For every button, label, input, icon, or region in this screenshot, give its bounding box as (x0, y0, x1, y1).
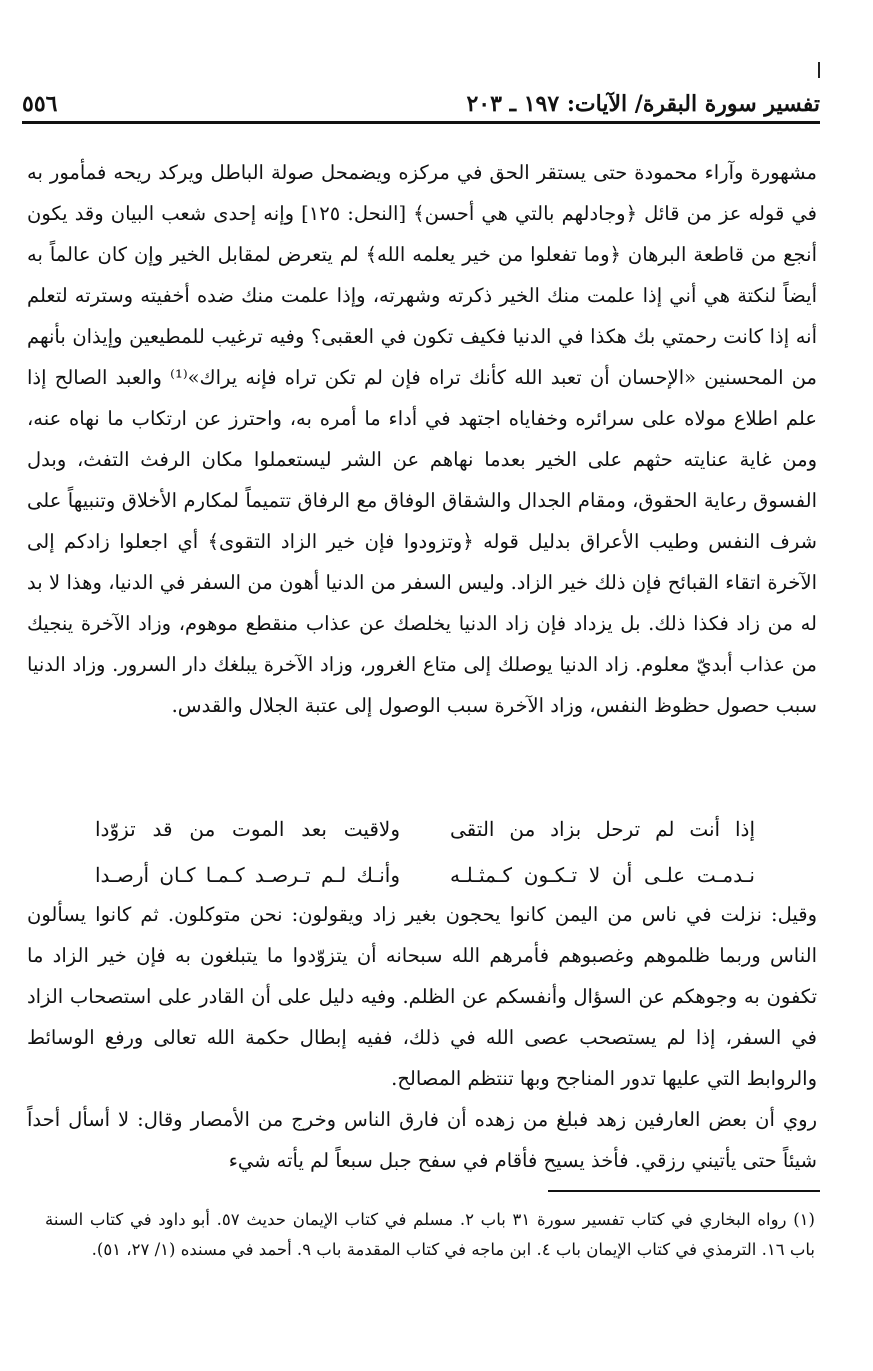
running-title: تفسير سورة البقرة/ الآيات: ١٩٧ ـ ٢٠٣ (466, 91, 820, 117)
verse-line (27, 852, 817, 898)
footnote-separator (548, 1190, 820, 1192)
main-text-block-2 (27, 894, 817, 1181)
page-number: ٥٥٦ (22, 91, 58, 117)
running-header (22, 82, 820, 124)
page-edge-mark (818, 62, 820, 78)
paragraph: وقيل: نزلت في ناس من اليمن كانوا يحجون بغير زاد ويقولون: نحن متوكلون. ثم كانوا يسألون الناس وربما ظلموهم وغصبوهم فأمرهم الله سبحانه أن يتزوّدوا ما يتبلغون به فإن خير الزاد ما تكفون به وجوهكم عن السؤال وأنفسكم عن الظلم. وفيه دليل على أن القادر على استصحاب الزاد في السفر، إذا لم يستصحب عصى الله في ذلك، ففيه إبطال حكمة الله تعالى ورفع الوسائط والروابط التي عليها تدور المناجح وبها تنتظم المصالح. (27, 903, 817, 1090)
poetry-verses (27, 806, 817, 898)
verse-hemistich-first: نـدمـت علـى أن لا تـكـون كـمثـلـه (450, 863, 755, 887)
verse-hemistich-first: إذا أنت لم ترحل بزاد من التقى (450, 817, 755, 841)
verse-hemistich-second: وأنـك لـم تـرصـد كـمـا كـان أرصـدا (95, 863, 400, 887)
verse-hemistich-second: ولاقيت بعد الموت من قد تزوّدا (95, 817, 400, 841)
footnote: (١) رواه البخاري في كتاب تفسير سورة ٣١ باب ٢. مسلم في كتاب الإيمان حديث ٥٧. أبو داود في كتاب السنة باب ١٦. الترمذي في كتاب الإيمان باب ٤. ابن ماجه في كتاب المقدمة باب ٩. أحمد في مسنده (١/ ٢٧، ٥١). (45, 1210, 815, 1259)
paragraph: روي أن بعض العارفين زهد فبلغ من زهده أن فارق الناس وخرج من الأمصار وقال: لا أسأل أحداً شيئاً حتى يأتيني رزقي. فأخذ يسيح فأقام في سفح جبل سبعاً لم يأته شيء (27, 1108, 817, 1172)
main-text-block-1 (27, 152, 817, 726)
verse-line (27, 806, 817, 852)
paragraph: مشهورة وآراء محمودة حتى يستقر الحق في مركزه ويضمحل صولة الباطل ويركد ريحه فمأمور به في قوله عز من قائل ﴿وجادلهم بالتي هي أحسن﴾ [النحل: ١٢٥] وإنه إحدى شعب البيان وقد يكون أنجع من قاطعة البرهان ﴿وما تفعلوا من خير يعلمه الله﴾ لم يتعرض لمقابل الخير وإن كان عالماً به أيضاً لنكتة هي أني إذا علمت منك الخير ذكرته وشهرته، وإذا علمت منك ضده أخفيته وسترته لتعلم أنه إذا كانت رحمتي بك هكذا في الدنيا فكيف تكون في العقبى؟ وفيه ترغيب للمطيعين وإيذان بأنهم من المحسنين «الإحسان أن تعبد الله كأنك تراه فإن لم تكن تراه فإنه يراك»⁽¹⁾ والعبد الصالح إذا علم اطلاع مولاه على سرائره وخفاياه اجتهد في أداء ما أمره به، واحترز عن ارتكاب ما نهاه عنه، ومن غاية عنايته حثهم على الخير بعدما نهاهم عن الشر ليستعملوا مكان الرفث التفث، وبدل الفسوق رعاية الحقوق، ومقام الجدال والشقاق الوفاق مع الرفاق تتميماً لمكارم الأخلاق وتنبيهاً على شرف النفس وطيب الأعراق بدليل قوله ﴿وتزودوا فإن خير الزاد التقوى﴾ أي اجعلوا زادكم إلى الآخرة اتقاء القبائح فإن ذلك خير الزاد. وليس السفر من الدنيا أهون من السفر في الدنيا، وهذا لا بد له من زاد فكذا ذلك. بل يزداد فإن زاد الدنيا يخلصك عن عذاب منقطع موهوم، وزاد الآخرة ينجيك من عذاب أبديّ معلوم. زاد الدنيا يوصلك إلى متاع الغرور، وزاد الآخرة يبلغك دار السرور. وزاد الدنيا سبب حصول حظوظ النفس، وزاد الآخرة سبب الوصول إلى عتبة الجلال والقدس. (27, 161, 817, 717)
